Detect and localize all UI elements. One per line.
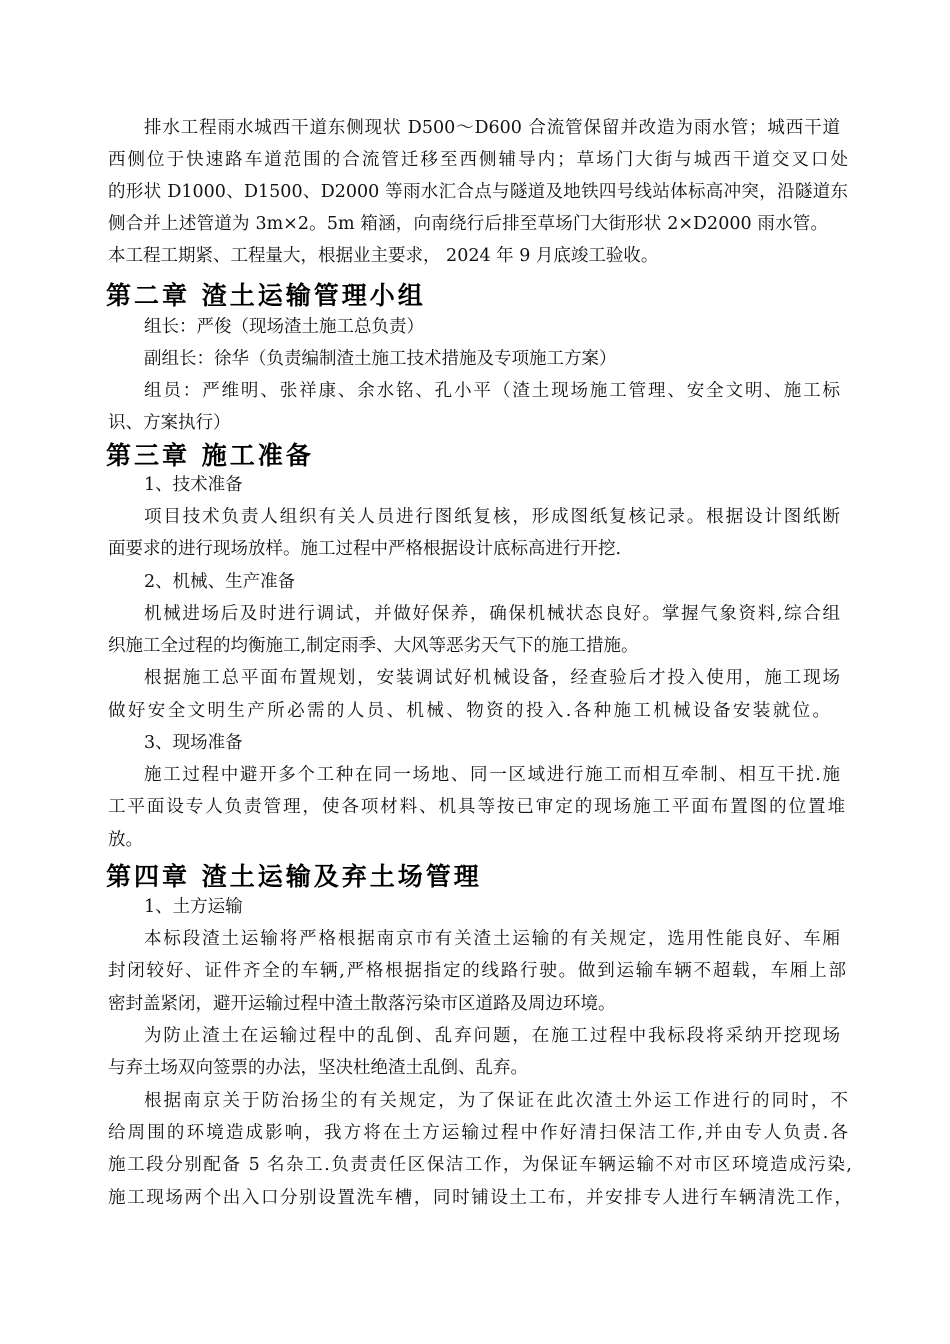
- paragraph-line: 机械进场后及时进行调试，并做好保养，确保机械状态良好。掌握气象资料,综合组: [144, 604, 840, 624]
- paragraph-line: 本工程工期紧、工程量大，根据业主要求， 2024 年 9 月底竣工验收。: [108, 246, 659, 266]
- paragraph-line: 封闭较好、证件齐全的车辆,严格根据指定的线路行驶。做到运输车辆不超载，车厢上部: [108, 961, 846, 981]
- subheading: 2、机械、生产准备: [144, 572, 296, 592]
- members-line: 组员：严维明、张祥康、余水铭、孔小平（渣土现场施工管理、安全文明、施工标: [144, 381, 840, 401]
- paragraph-line: 根据南京关于防治扬尘的有关规定，为了保证在此次渣土外运工作进行的同时，不: [144, 1091, 848, 1111]
- chapter-heading: 第二章 渣土运输管理小组: [106, 281, 426, 310]
- paragraph-line: 密封盖紧闭，避开运输过程中渣土散落污染市区道路及周边环境。: [108, 994, 616, 1014]
- chapter-heading: 第三章 施工准备: [106, 441, 314, 470]
- paragraph-line: 排水工程雨水城西干道东侧现状 D500～D600 合流管保留并改造为雨水管；城西干道: [144, 118, 840, 138]
- paragraph-line: 根据施工总平面布置规划，安装调试好机械设备，经查验后才投入使用，施工现场: [144, 668, 840, 688]
- paragraph-line: 施工过程中避开多个工种在同一场地、同一区域进行施工而相互牵制、相互干扰.施: [144, 765, 840, 785]
- paragraph-line: 与弃土场双向签票的办法，坚决杜绝渣土乱倒、乱弃。: [108, 1058, 528, 1078]
- paragraph-line: 做好安全文明生产所必需的人员、机械、物资的投入.各种施工机械设备安装就位。: [108, 701, 830, 721]
- paragraph-line: 施工段分别配备 5 名杂工.负责责任区保洁工作，为保证车辆运输不对市区环境造成污染,: [108, 1155, 852, 1175]
- paragraph-line: 的形状 D1000、D1500、D2000 等雨水汇合点与隧道及地铁四号线站体标高冲突，沿隧道东: [108, 182, 848, 202]
- subheading: 3、现场准备: [144, 733, 243, 753]
- paragraph-line: 织施工全过程的均衡施工,制定雨季、大风等恶劣天气下的施工措施。: [108, 636, 639, 656]
- subheading: 1、土方运输: [144, 897, 243, 917]
- chapter-heading: 第四章 渣土运输及弃土场管理: [106, 862, 482, 891]
- paragraph-line: 侧合并上述管道为 3m×2。5m 箱涵，向南绕行后排至草场门大街形状 2×D2000 雨水管。: [108, 214, 828, 234]
- paragraph-line: 施工现场两个出入口分别设置洗车槽，同时铺设土工布，并安排专人进行车辆清洗工作，: [108, 1188, 852, 1208]
- leader-line: 组长：严俊（现场渣土施工总负责）: [144, 317, 424, 337]
- paragraph-line: 西侧位于快速路车道范围的合流管迁移至西侧辅导内；草场门大街与城西干道交叉口处: [108, 150, 848, 170]
- paragraph-line: 本标段渣土运输将严格根据南京市有关渣土运输的有关规定，选用性能良好、车厢: [144, 929, 840, 949]
- members-line: 识、方案执行）: [108, 413, 231, 433]
- paragraph-line: 给周围的环境造成影响，我方将在土方运输过程中作好清扫保洁工作,并由专人负责.各: [108, 1123, 848, 1143]
- paragraph-line: 为防止渣土在运输过程中的乱倒、乱弃问题，在施工过程中我标段将采纳开挖现场: [144, 1026, 840, 1046]
- paragraph-line: 工平面设专人负责管理，使各项材料、机具等按已审定的现场施工平面布置图的位置堆: [108, 797, 845, 817]
- deputy-leader-line: 副组长：徐华（负责编制渣土施工技术措施及专项施工方案）: [144, 349, 617, 369]
- paragraph-line: 面要求的进行现场放样。施工过程中严格根据设计底标高进行开挖.: [108, 539, 622, 559]
- subheading: 1、技术准备: [144, 475, 243, 495]
- paragraph-line: 项目技术负责人组织有关人员进行图纸复核，形成图纸复核记录。根据设计图纸断: [144, 507, 840, 527]
- paragraph-line: 放。: [108, 830, 143, 850]
